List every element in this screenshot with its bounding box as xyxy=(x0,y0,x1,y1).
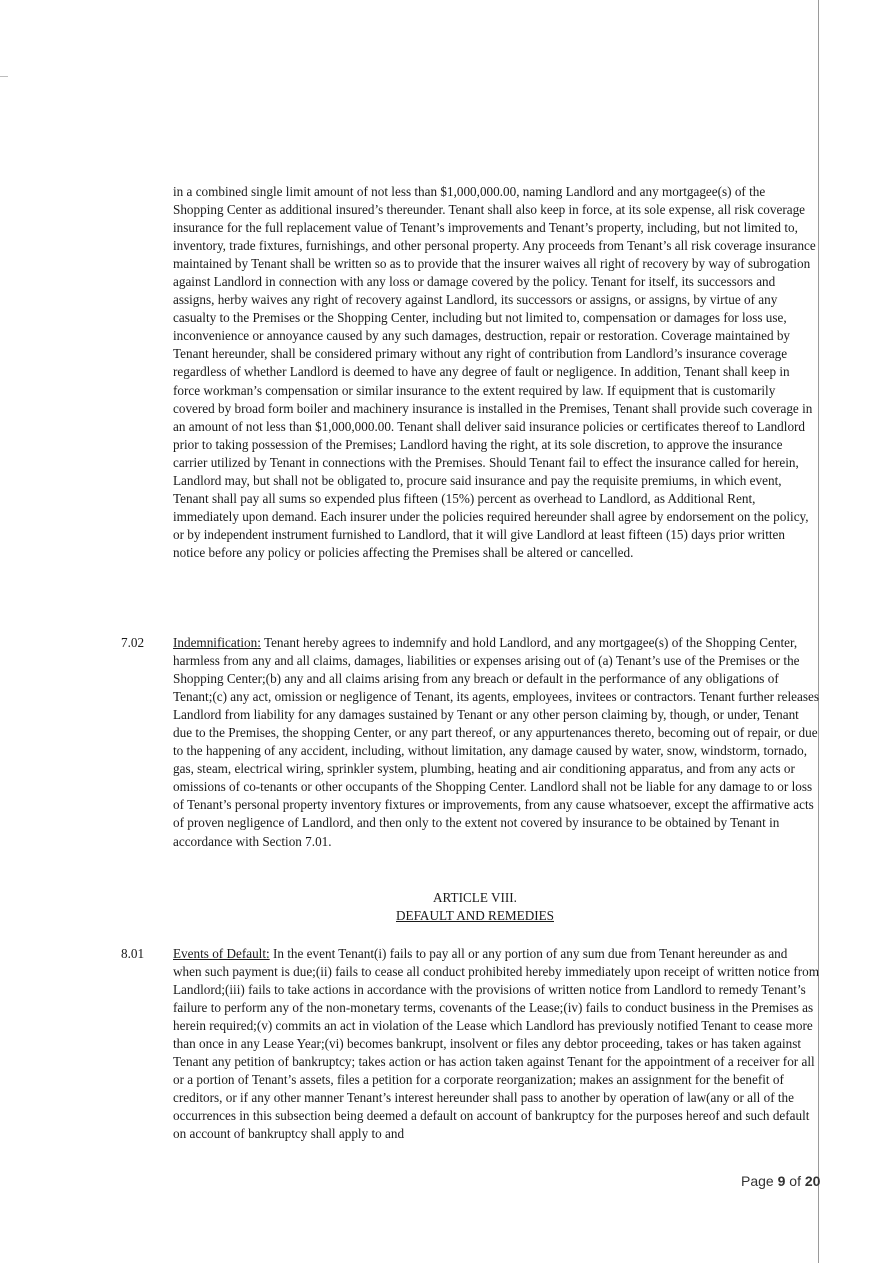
section-7-02-indemnification xyxy=(173,634,819,851)
section-body-indemnification: Tenant hereby agrees to indemnify and hold Landlord, and any mortgagee(s) of the Shopping Center, harmless from any and all claims, damages, liabilities or expenses arising out of (a) Tenant’s use of the Premises or the Shopping Center;(b) any and all claims arising from any breach or default in the performance of any obligations of Tenant;(c) any act, omission or negligence of Tenant, its agents, employees, invitees or contractors. Tenant further releases Landlord from liability for any damages sustained by Tenant or any other person claiming by, though, or under, Tenant due to the Premises, the shopping Center, or any part thereof, or any appurtenances thereto, becoming out of repair, or due to the happening of any accident, including, without limitation, any damage caused by water, snow, windstorm, tornado, gas, steam, electrical wiring, sprinkler system, plumbing, heating and air conditioning apparatus, and from any acts or omissions of co-tenants or other occupants of the Shopping Center. Landlord shall not be liable for any damage to or loss of Tenant’s personal property inventory fixtures or improvements, from any cause whatsoever, except the affirmative acts of proven negligence of Landlord, and then only to the extent not covered by insurance to be obtained by Tenant in accordance with Section 7.01. xyxy=(173,635,820,849)
section-number-7-02: 7.02 xyxy=(121,635,145,650)
section-title-indemnification: Indemnification: xyxy=(173,635,261,650)
section-8-01-events-of-default xyxy=(173,945,819,1144)
scan-artifact xyxy=(0,76,8,77)
page-number-footer xyxy=(741,1173,820,1189)
footer-current-page: 9 xyxy=(777,1173,786,1189)
footer-total-pages: 20 xyxy=(804,1173,821,1189)
section-number-8-01: 8.01 xyxy=(121,946,145,961)
footer-of-label: of xyxy=(785,1173,805,1189)
article-heading: ARTICLE VIII. xyxy=(433,890,517,905)
section-body-events-of-default: In the event Tenant(i) fails to pay all or any portion of any sum due from Tenant hereunder as and when such payment is due;(ii) fails to cease all conduct prohibited hereby immediately upon receipt of written notice from Landlord;(iii) fails to take actions in accordance with the provisions of written notice from Landlord to remedy Tenant’s failure to perform any of the non-monetary terms, covenants of the Lease;(iv) fails to conduct business in the Premises as herein required;(v) commits an act in violation of the Lease which Landlord has previously notified Tenant to cease more than once in any Lease Year;(vi) becomes bankrupt, insolvent or files any debtor proceeding, takes or has taken against Tenant any petition of bankruptcy; takes action or has action taken against Tenant for the appointment of a receiver for all or a portion of Tenant’s assets, files a petition for a corporate reorganization; makes an assignment for the benefit of creditors, or if any other manner Tenant’s interest hereunder shall pass to another by operation of law(any or all of the occurrences in this subsection being deemed a default on account of bankruptcy for the purposes hereof and such default on account of bankruptcy shall apply to and xyxy=(173,946,819,1142)
article-subheading: DEFAULT AND REMEDIES xyxy=(395,908,554,923)
paragraph-insurance-continued: in a combined single limit amount of not less than $1,000,000.00, naming Landlord and any mortgagee(s) of the Shopping Center as additional insured’s thereunder. Tenant shall also keep in force, at its sole expense, all risk coverage insurance for the full replacement value of Tenant’s improvements and Tenant’s property, including, but not limited to, inventory, trade fixtures, furnishings, and other personal property. Any proceeds from Tenant’s all risk coverage insurance maintained by Tenant shall be written so as to provide that the insurer waives all right of recovery by way of subrogation against Landlord in connection with any loss or damage covered by the policy. Tenant for itself, its successors and assigns, herby waives any right of recovery against Landlord, its successors or assigns, or assigns, by virtue of any casualty to the Premises or the Shopping Center, including but not limited to, compensation or damages for loss use, inconvenience or annoyance caused by any such damages, destruction, repair or restoration. Coverage maintained by Tenant hereunder, shall be considered primary without any right of contribution from Landlord’s insurance coverage regardless of whether Landlord is deemed to have any degree of fault or negligence. In addition, Tenant shall keep in force workman’s compensation or similar insurance to the extent required by law. If equipment that is customarily covered by broad form boiler and machinery insurance is installed in the Premises, Tenant shall provide such coverage in an amount of not less than $1,000,000.00. Tenant shall deliver said insurance policies or certificates thereof to Landlord prior to taking possession of the Premises; Landlord having the right, at its sole discretion, to approve the insurance carrier utilized by Tenant in connections with the Premises. Should Tenant fail to effect the insurance called for herein, Landlord may, but shall not be obligated to, procure said insurance and pay the requisite premiums, in which event, Tenant shall pay all sums so expended plus fifteen (15%) percent as overhead to Landlord, as Additional Rent, immediately upon demand. Each insurer under the policies required hereunder shall agree by endorsement on the policy, or by independent instrument furnished to Landlord, that it will give Landlord at least fifteen (15) days prior written notice before any policy or policies affecting the Premises shall be altered or cancelled. xyxy=(173,184,816,560)
section-title-events-of-default: Events of Default: xyxy=(173,946,270,961)
footer-page-label: Page xyxy=(741,1173,778,1189)
